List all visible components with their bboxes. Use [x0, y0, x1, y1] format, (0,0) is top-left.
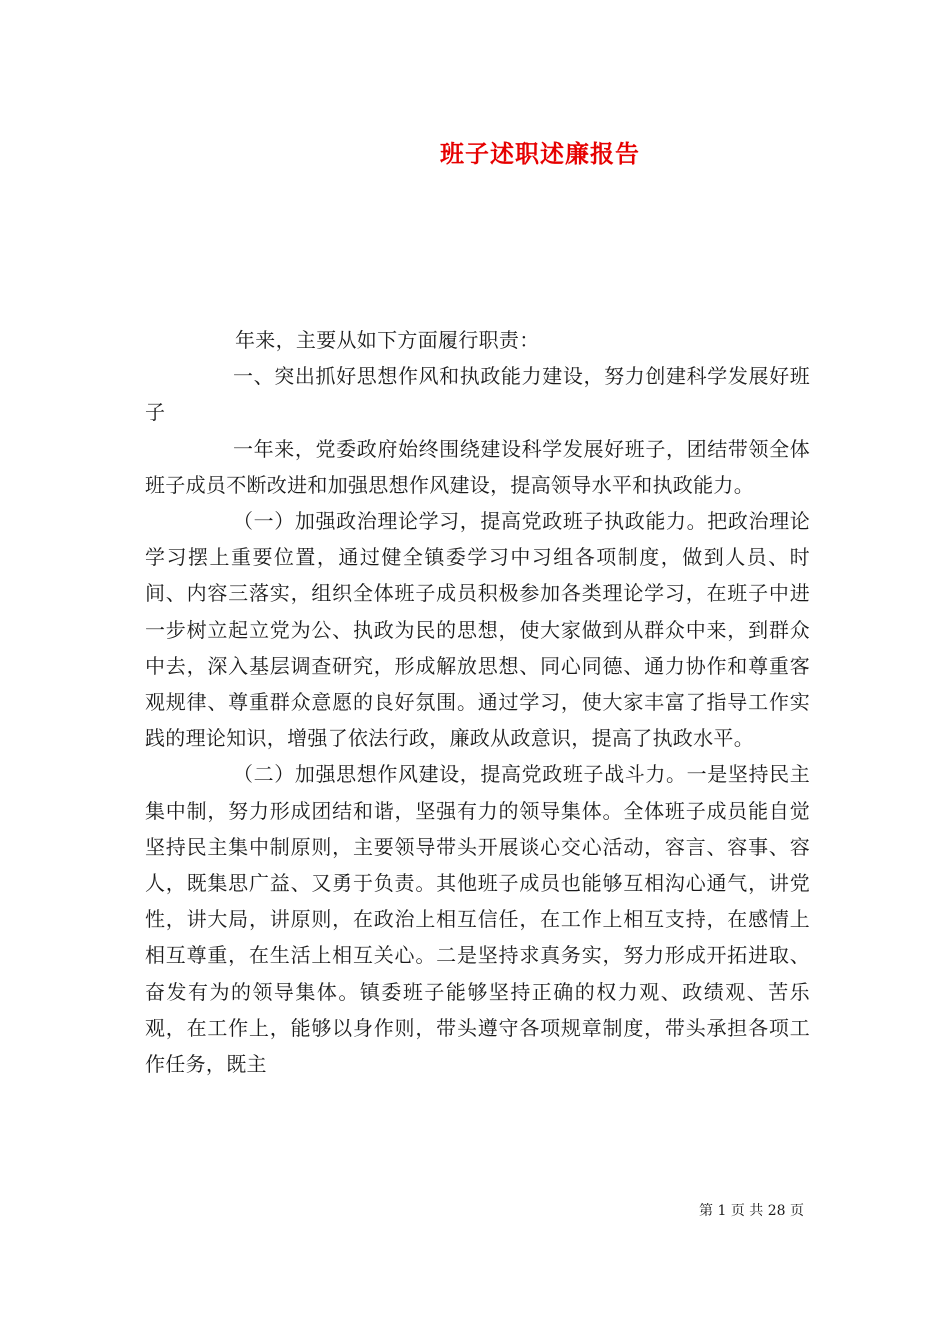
page-number-footer: 第 1 页 共 28 页: [699, 1203, 804, 1219]
paragraph-section-heading: 一、突出抓好思想作风和执政能力建设，努力创建科学发展好班子: [145, 364, 810, 425]
paragraph-intro: 年来，主要从如下方面履行职责：: [235, 328, 540, 352]
paragraph-work-style: （二）加强思想作风建设，提高党政班子战斗力。一是坚持民主集中制，努力形成团结和谐，坚强有力的领导集体。全体班子成员能自觉坚持民主集中制原则，主要领导带头开展谈心交心活动，容言、容事、容人，既集思广益、又勇于负责。其他班子成员也能够互相沟心通气，讲党性，讲大局，讲原则，在政治上相互信任，在工作上相互支持，在感情上相互尊重，在生活上相互关心。二是坚持求真务实，努力形成开拓进取、奋发有为的领导集体。镇委班子能够坚持正确的权力观、政绩观、苦乐观，在工作上，能够以身作则，带头遵守各项规章制度，带头承担各项工作任务，既主: [145, 762, 810, 1077]
document-body: [145, 322, 810, 1082]
paragraph-summary: 一年来，党委政府始终围绕建设科学发展好班子，团结带领全体班子成员不断改进和加强思想作风建设，提高领导水平和执政能力。: [145, 436, 810, 497]
paragraph-theory-study: （一）加强政治理论学习，提高党政班子执政能力。把政治理论学习摆上重要位置，通过健全镇委学习中习组各项制度，做到人员、时间、内容三落实，组织全体班子成员积极参加各类理论学习，在班子中进一步树立起立党为公、执政为民的思想，使大家做到从群众中来，到群众中去，深入基层调查研究，形成解放思想、同心同德、通力协作和尊重客观规律、尊重群众意愿的良好氛围。通过学习，使大家丰富了指导工作实践的理论知识，增强了依法行政，廉政从政意识，提高了执政水平。: [145, 509, 810, 751]
document-title: 班子述职述廉报告: [440, 139, 640, 168]
